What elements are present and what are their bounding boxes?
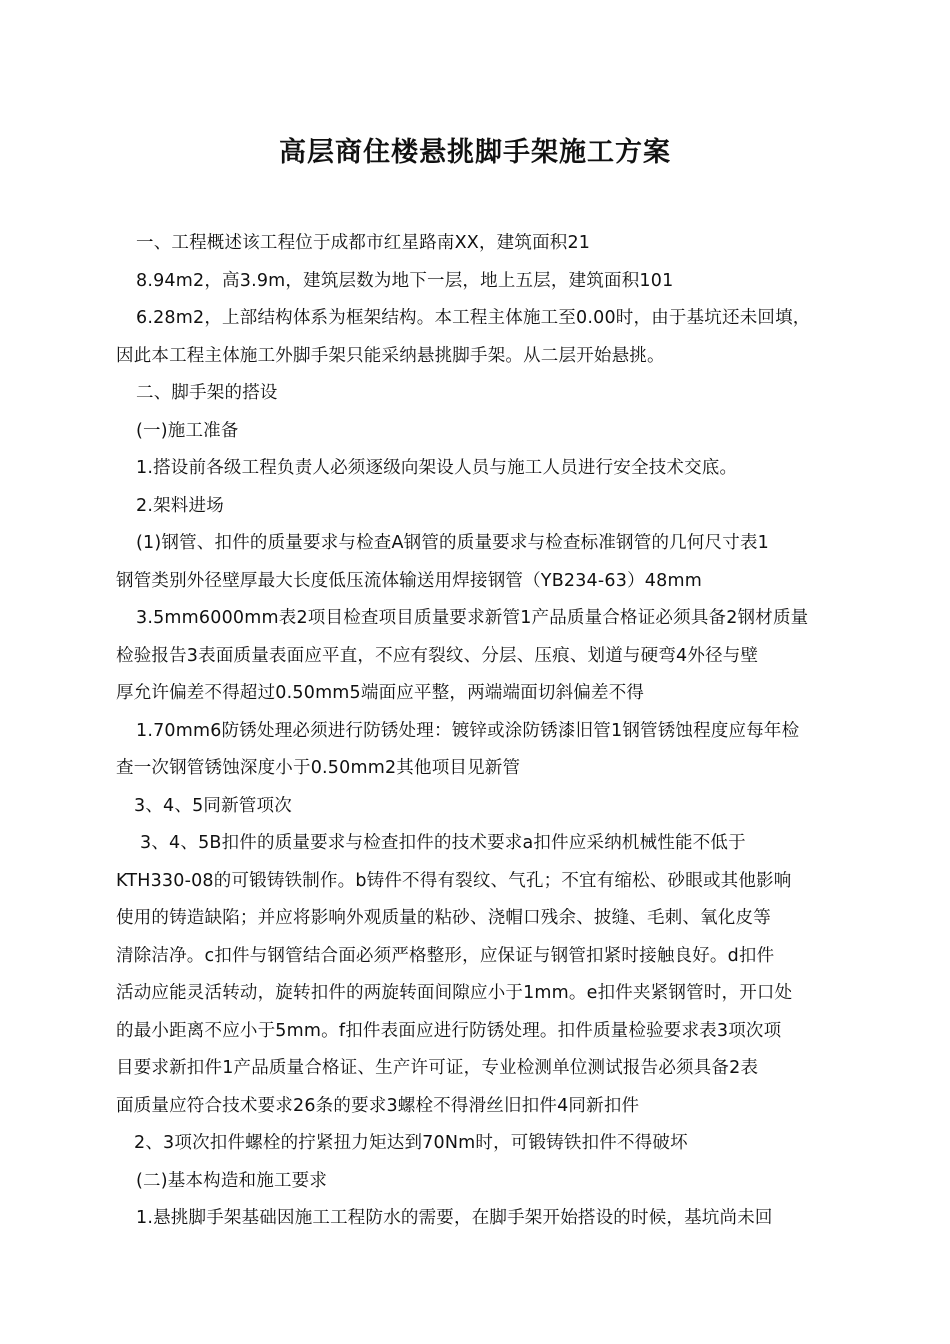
paragraph-line: 活动应能灵活转动，旋转扣件的两旋转面间隙应小于1mm。e扣件夹紧钢管时，开口处 <box>116 983 793 1003</box>
paragraph-line: 查一次钢管锈蚀深度小于0.50mm2其他项目见新管 <box>116 758 521 778</box>
paragraph-line: 8.94m2，高3.9m，建筑层数为地下一层，地上五层，建筑面积101 <box>136 270 674 291</box>
paragraph-line: KTH330-08的可锻铸铁制作。b铸件不得有裂纹、气孔；不宜有缩松、砂眼或其他影响 <box>116 870 792 891</box>
subsection-heading: (一)施工准备 <box>136 420 239 441</box>
paragraph-line: 3、4、5同新管项次 <box>134 795 292 816</box>
paragraph-line: 1.70mm6防锈处理必须进行防锈处理：镀锌或涂防锈漆旧管1钢管锈蚀程度应每年检 <box>136 720 800 741</box>
section-heading: 二、脚手架的搭设 <box>136 383 278 403</box>
paragraph-line: 的最小距离不应小于5mm。f扣件表面应进行防锈处理。扣件质量检验要求表3项次项 <box>116 1020 782 1041</box>
paragraph-line: 检验报告3表面质量表面应平直，不应有裂纹、分层、压痕、划道与硬弯4外径与壁 <box>116 645 759 666</box>
paragraph-line: 6.28m2，上部结构体系为框架结构。本工程主体施工至0.00时，由于基坑还未回填， <box>136 308 811 328</box>
paragraph-line: 3.5mm6000mm表2项目检查项目质量要求新管1产品质量合格证必须具备2钢材质量 <box>136 608 809 628</box>
paragraph-line: 一、工程概述该工程位于成都市红星路南XX，建筑面积21 <box>136 233 591 253</box>
paragraph-line: 2.架料进场 <box>136 495 224 516</box>
paragraph-line: 面质量应符合技术要求26条的要求3螺栓不得滑丝旧扣件4同新扣件 <box>116 1095 640 1116</box>
subsection-heading: (二)基本构造和施工要求 <box>136 1170 328 1191</box>
paragraph-line: (1)钢管、扣件的质量要求与检查A钢管的质量要求与检查标准钢管的几何尺寸表1 <box>136 533 769 553</box>
paragraph-line: 3、4、5B扣件的质量要求与检查扣件的技术要求a扣件应采纳机械性能不低于 <box>140 833 746 853</box>
paragraph-line: 2、3项次扣件螺栓的拧紧扭力矩达到70Nm时，可锻铸铁扣件不得破坏 <box>134 1133 688 1153</box>
paragraph-line: 清除洁净。c扣件与钢管结合面必须严格整形，应保证与钢管扣紧时接触良好。d扣件 <box>116 945 775 966</box>
paragraph-line: 厚允许偏差不得超过0.50mm5端面应平整，两端端面切斜偏差不得 <box>116 683 645 703</box>
paragraph-line: 使用的铸造缺陷；并应将影响外观质量的粘砂、浇帽口残余、披缝、毛刺、氧化皮等 <box>116 908 771 928</box>
paragraph-line: 因此本工程主体施工外脚手架只能采纳悬挑脚手架。从二层开始悬挑。 <box>116 345 665 366</box>
paragraph-line: 1.悬挑脚手架基础因施工工程防水的需要，在脚手架开始搭设的时候，基坑尚未回 <box>136 1208 773 1228</box>
paragraph-line: 1.搭设前各级工程负责人必须逐级向架设人员与施工人员进行安全技术交底。 <box>136 458 738 478</box>
document-body <box>116 225 836 1238</box>
paragraph-line: 目要求新扣件1产品质量合格证、生产许可证，专业检测单位测试报告必须具备2表 <box>116 1058 759 1078</box>
paragraph-line: 钢管类别外径壁厚最大长度低压流体输送用焊接钢管（YB234-63）48mm <box>116 570 702 591</box>
document-title: 高层商住楼悬挑脚手架施工方案 <box>279 137 671 168</box>
